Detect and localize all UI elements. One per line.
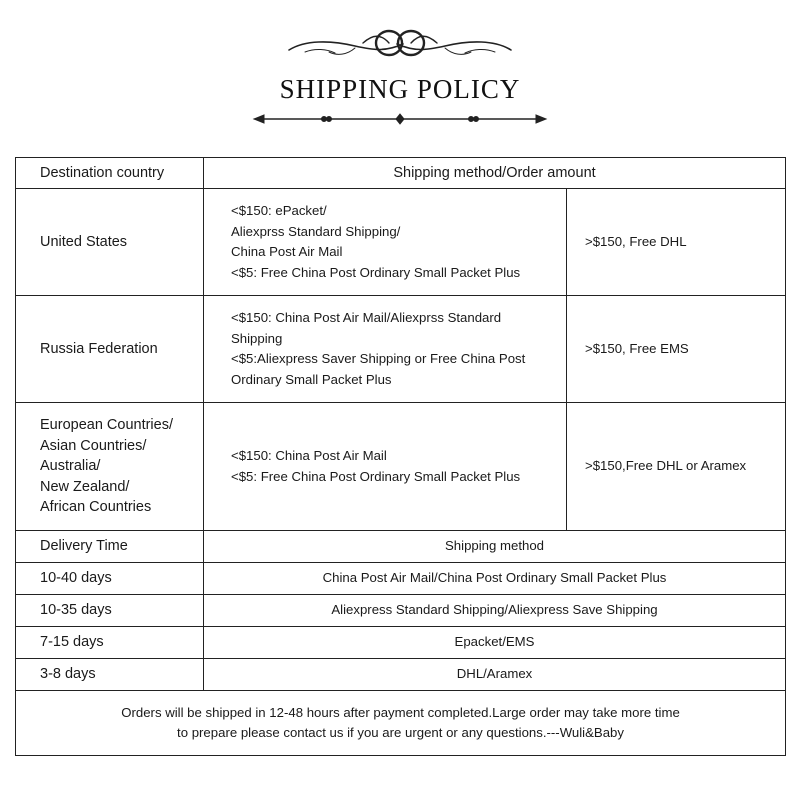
header-delivery-time: Delivery Time — [16, 531, 204, 563]
arrow-divider-icon — [252, 112, 548, 131]
table-row — [16, 627, 786, 659]
note-row — [16, 691, 786, 756]
destination-line: Australia/ — [40, 458, 101, 475]
delivery-method-cell: China Post Air Mail/China Post Ordinary Small Packet Plus — [204, 563, 786, 595]
table-row — [16, 296, 786, 403]
destination-line: New Zealand/ — [40, 478, 130, 495]
method-line: Ordinary Small Packet Plus — [231, 371, 392, 387]
method-line: <$150: China Post Air Mail — [231, 448, 387, 463]
method-line: Shipping — [231, 330, 283, 346]
method-line: Aliexprss Standard Shipping/ — [231, 223, 401, 239]
destination-line: European Countries/ — [40, 417, 173, 434]
header-destination-country: Destination country — [16, 158, 204, 189]
table-row — [16, 659, 786, 691]
shipping-policy-table — [15, 157, 786, 756]
destination-line: Russia Federation — [40, 340, 158, 357]
header-shipping-method-amount: Shipping method/Order amount — [204, 158, 786, 189]
flourish-ornament-icon — [285, 22, 515, 69]
method-line: China Post Air Mail — [231, 244, 343, 259]
table-row — [16, 563, 786, 595]
over-150-cell: >$150, Free DHL — [567, 189, 786, 296]
over-150-cell: >$150,Free DHL or Aramex — [567, 403, 786, 531]
destination-cell — [16, 403, 204, 531]
method-line: <$150: ePacket/ — [231, 203, 327, 218]
under-150-cell — [204, 403, 567, 531]
page-title: SHIPPING POLICY — [279, 74, 521, 104]
shipping-note — [16, 691, 786, 756]
destination-cell — [16, 189, 204, 296]
delivery-time-cell: 10-40 days — [16, 563, 204, 595]
table-row — [16, 595, 786, 627]
method-line: <$5: Free China Post Ordinary Small Packet Plus — [231, 264, 521, 280]
delivery-time-cell: 7-15 days — [16, 627, 204, 659]
table-row — [16, 403, 786, 531]
delivery-method-cell: Aliexpress Standard Shipping/Aliexpress Save Shipping — [204, 595, 786, 627]
note-line: Orders will be shipped in 12-48 hours after payment completed.Large order may take more time — [121, 704, 680, 720]
delivery-method-cell: Epacket/EMS — [204, 627, 786, 659]
delivery-time-cell: 3-8 days — [16, 659, 204, 691]
note-line: to prepare please contact us if you are urgent or any questions.---Wuli&Baby — [177, 725, 624, 740]
delivery-time-cell: 10-35 days — [16, 595, 204, 627]
over-150-cell: >$150, Free EMS — [567, 296, 786, 403]
table-row — [16, 189, 786, 296]
delivery-header-row — [16, 531, 786, 563]
delivery-method-cell: DHL/Aramex — [204, 659, 786, 691]
destination-line: African Countries — [40, 499, 152, 516]
under-150-cell — [204, 189, 567, 296]
header-shipping-method: Shipping method — [204, 531, 786, 563]
method-line: <$150: China Post Air Mail/Aliexprss Standard — [231, 310, 502, 325]
destination-line: United States — [40, 233, 128, 250]
method-line: <$5: Free China Post Ordinary Small Packet Plus — [231, 468, 521, 484]
destination-cell — [16, 296, 204, 403]
under-150-cell — [204, 296, 567, 403]
method-line: <$5:Aliexpress Saver Shipping or Free China Post — [231, 351, 526, 366]
destination-line: Asian Countries/ — [40, 437, 147, 454]
table-header-row — [16, 158, 786, 189]
